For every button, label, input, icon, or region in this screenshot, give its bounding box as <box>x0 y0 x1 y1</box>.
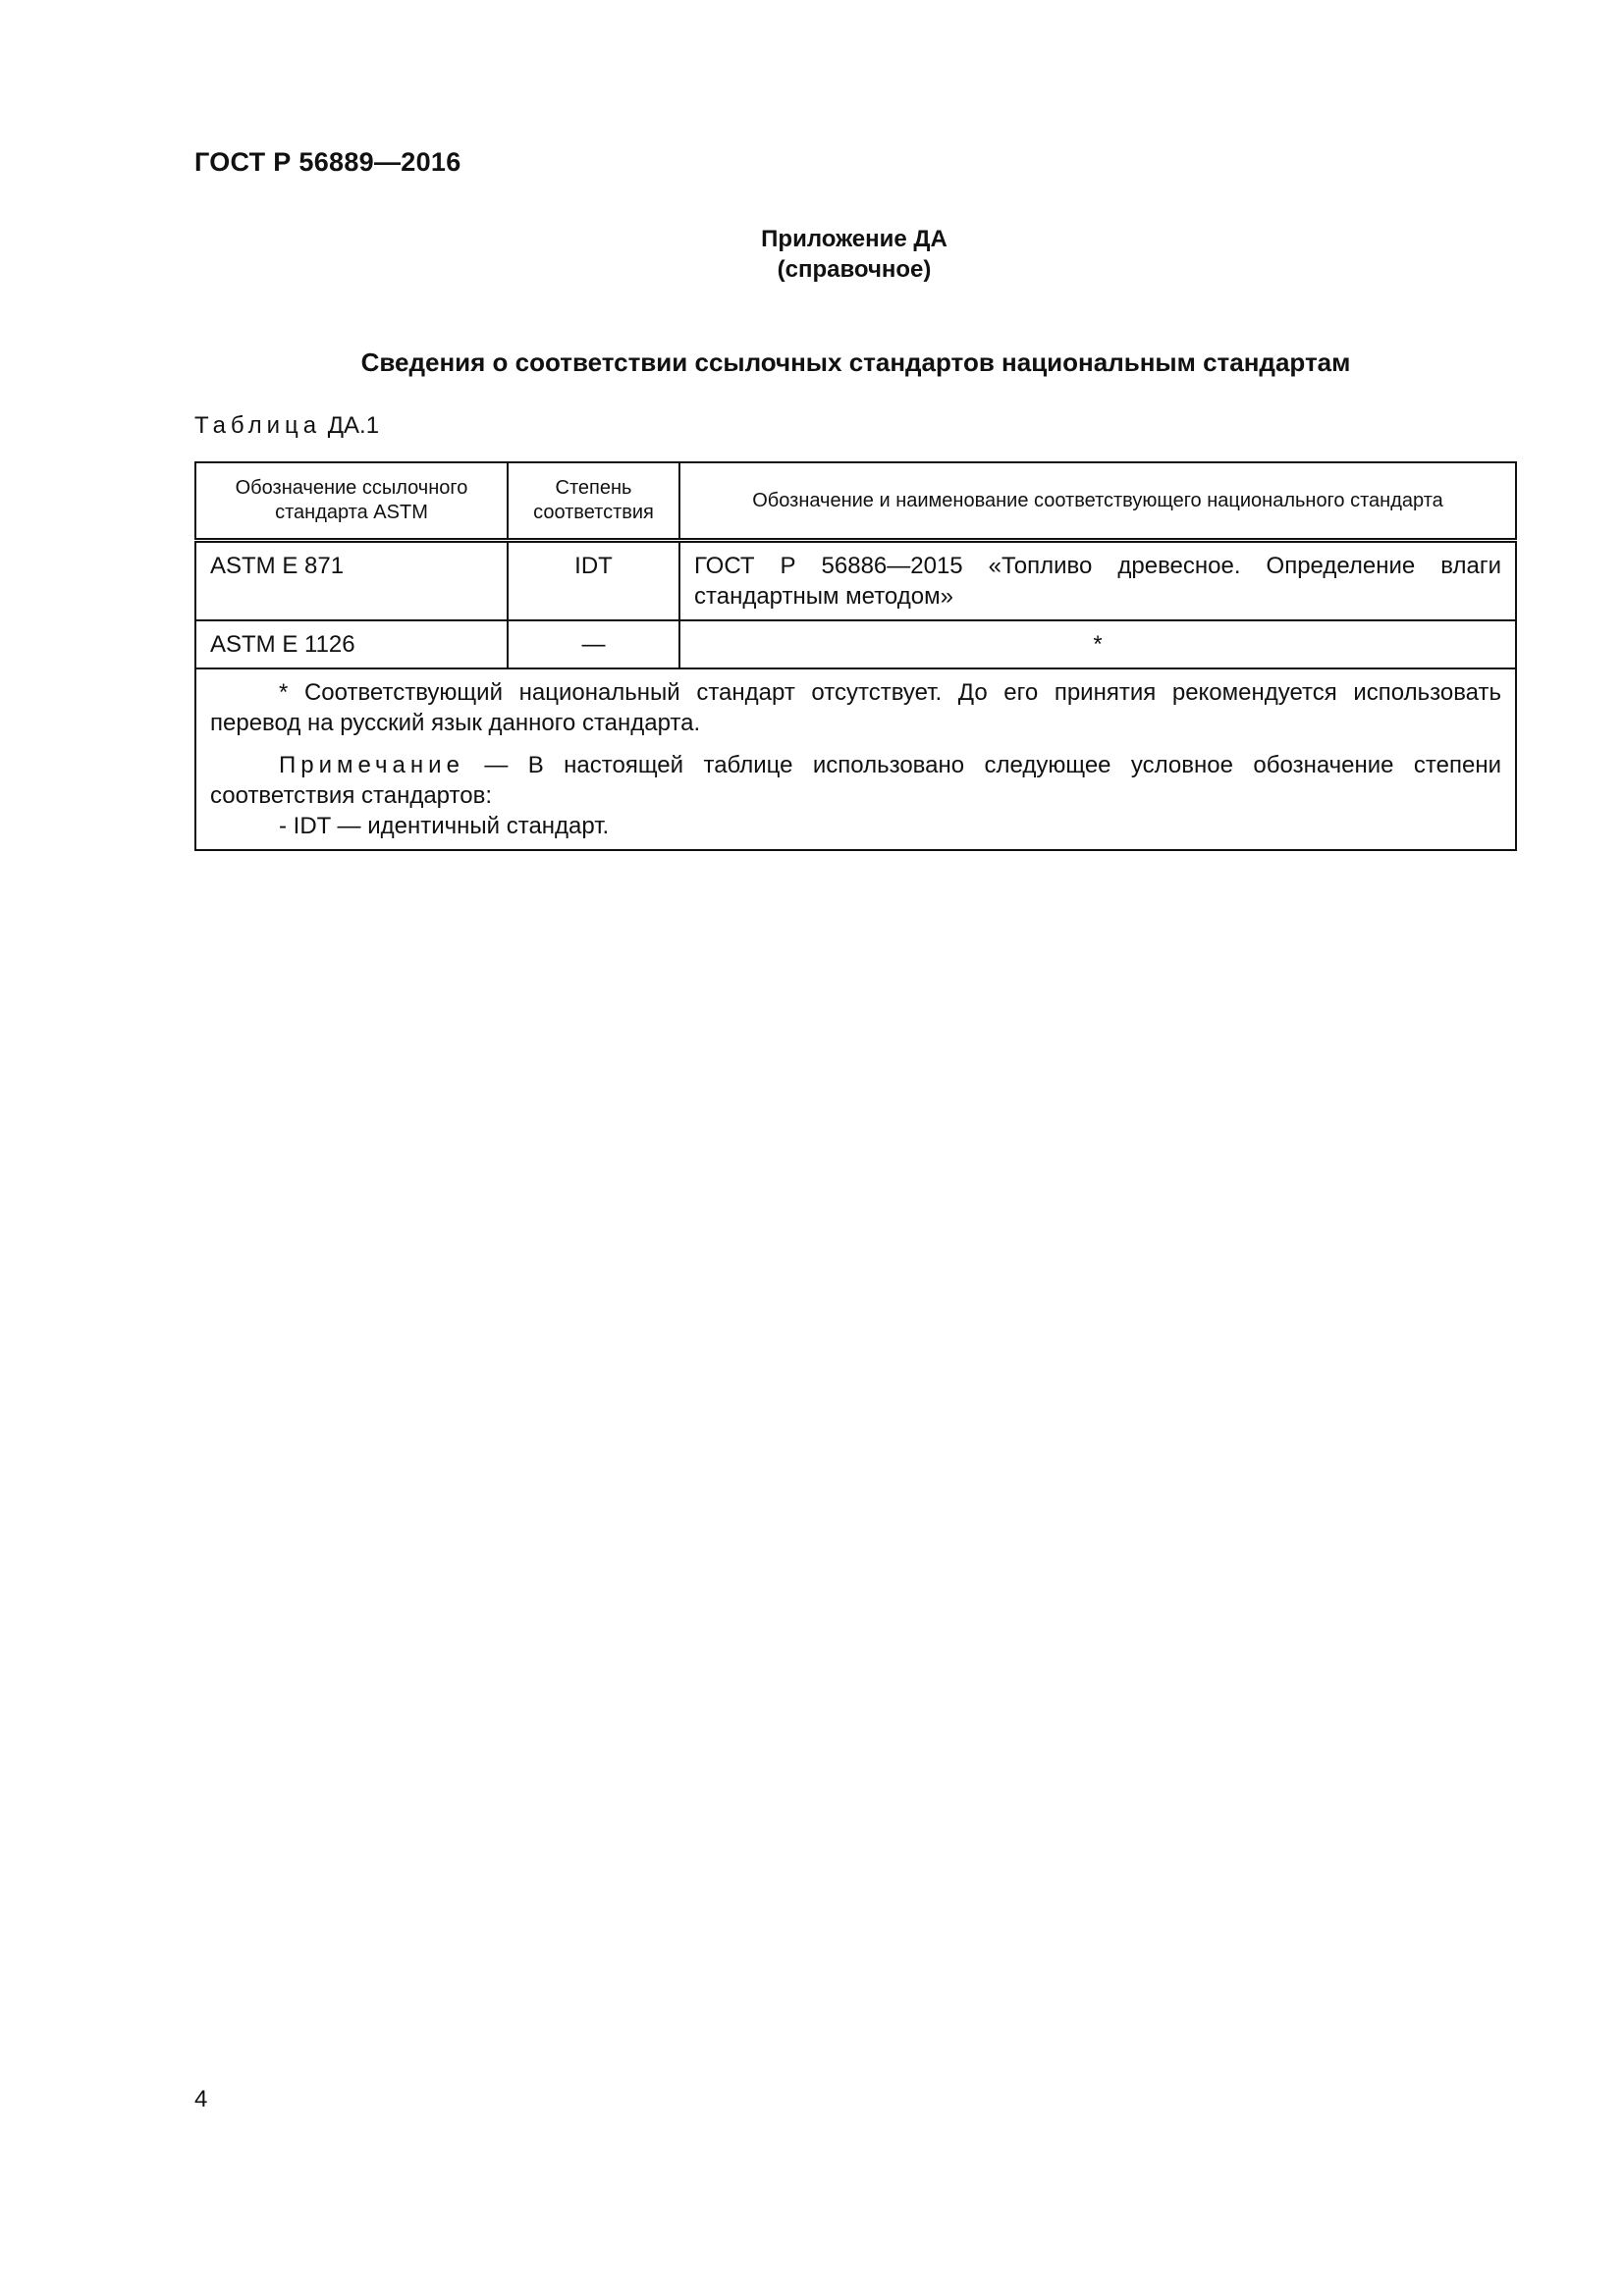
table-caption-number: ДА.1 <box>327 412 380 439</box>
column-header-degree: Степень соответствия <box>508 462 679 541</box>
table-footnote: * Соответствующий национальный стандарт отсутствует. До его принятия рекомендуется использовать перевод на русский язык данного стандарта. <box>210 679 1501 736</box>
annex-title: Приложение ДА <box>761 226 947 252</box>
section-heading: Сведения о соответствии ссылочных стандартов национальным стандартам <box>360 347 1351 377</box>
annex-kind: (справочное) <box>777 256 932 283</box>
cell-national: * <box>679 620 1516 668</box>
cell-national: ГОСТ Р 56886—2015 «Топливо древесное. Определение влаги стандартным методом» <box>679 541 1516 621</box>
cell-reference: ASTM E 1126 <box>195 620 508 668</box>
table-row <box>195 620 1516 668</box>
cell-degree: — <box>508 620 679 668</box>
table-row <box>195 541 1516 621</box>
document-code: ГОСТ Р 56889—2016 <box>194 147 461 177</box>
table-caption-label: Таблица <box>194 412 322 439</box>
table-caption <box>194 412 379 440</box>
correspondence-table <box>194 461 1517 851</box>
column-header-national: Обозначение и наименование соответствующего национального стандарта <box>679 462 1516 541</box>
annex-title-block <box>0 224 1624 285</box>
page-number: 4 <box>194 2086 208 2112</box>
table-note <box>210 750 1501 811</box>
column-header-reference: Обозначение ссылочного стандарта ASTM <box>195 462 508 541</box>
table-header-row <box>195 462 1516 541</box>
table-notes-row <box>195 668 1516 850</box>
cell-reference: ASTM E 871 <box>195 541 508 621</box>
table-notes-cell <box>195 668 1516 850</box>
table-note-item: - IDT — идентичный стандарт. <box>279 813 610 839</box>
table-note-text: — В настоящей таблице использовано следующее условное обозначение степени соответствия стандартов: <box>210 752 1501 809</box>
cell-degree: IDT <box>508 541 679 621</box>
table-note-label: Примечание <box>279 752 464 778</box>
